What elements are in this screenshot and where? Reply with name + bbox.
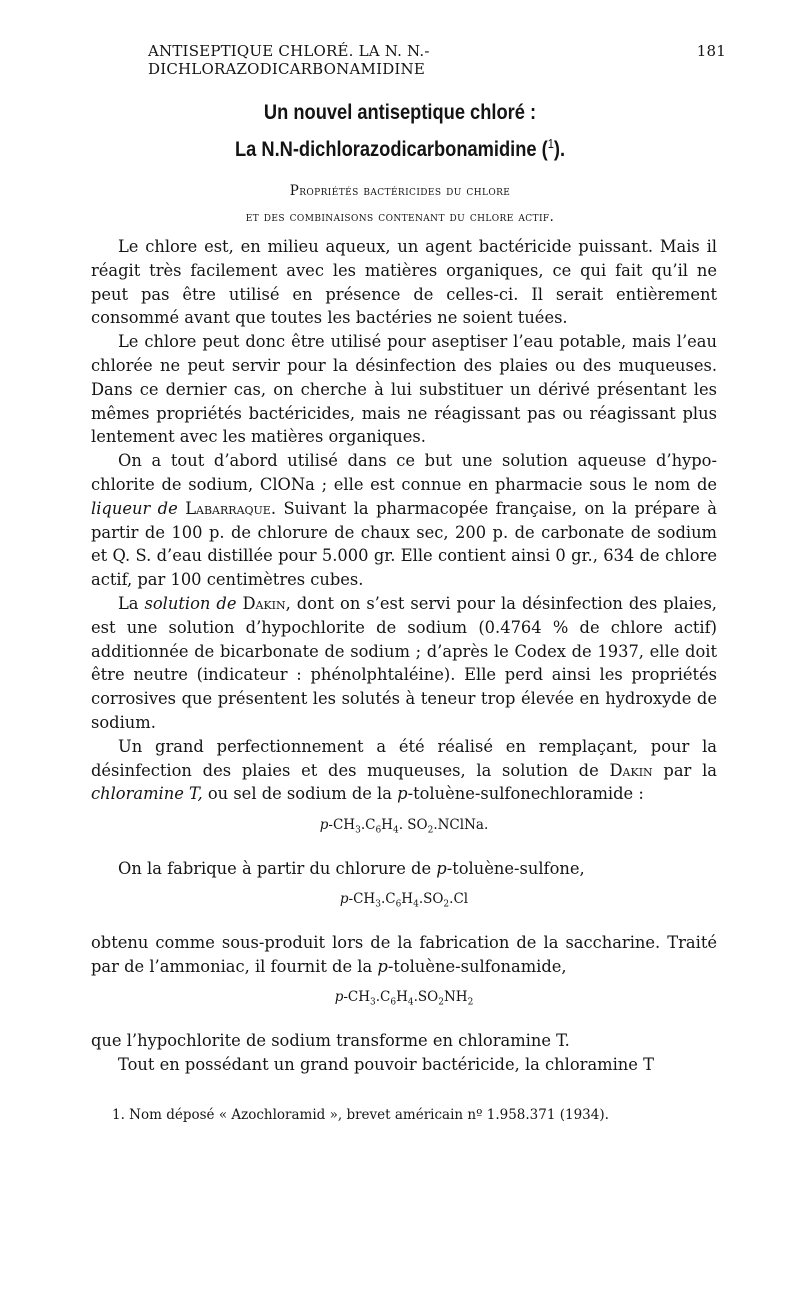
- title-footnote-mark[interactable]: 1: [547, 136, 554, 151]
- running-title: ANTISEPTIQUE CHLORÉ. LA N. N.-DICHLORAZODICARBONAMIDINE: [148, 42, 430, 78]
- chloramine-t-term: chloramine T,: [91, 784, 203, 804]
- formula-prefix: p: [334, 989, 344, 1006]
- formula-part: H: [401, 891, 414, 908]
- paragraph-5-text-a: Un grand perfectionnement a été réalisé en remplaçant, pour la désinfection des plaies et des muqueuses, la solution de: [91, 736, 717, 780]
- paragraph-6-text-a: On la fabrique à partir du chlorure de: [118, 858, 437, 878]
- formula-sulfonyl-chloride: [91, 888, 717, 917]
- author-labarraque: Labarraque: [185, 498, 271, 518]
- page-number: 181: [696, 42, 726, 60]
- title-line-2: [60, 128, 740, 165]
- formula-sulfonamide: [91, 986, 717, 1015]
- formula-subscript: 6: [395, 900, 402, 911]
- paragraph-3-italic: liqueur de: [91, 498, 178, 518]
- paragraph-4-italic: solution de: [144, 593, 237, 613]
- formula-subscript: 2: [427, 825, 434, 836]
- section-heading-line-2: et des combinaisons contenant du chlore actif.: [245, 209, 555, 225]
- formula-subscript: 6: [390, 998, 397, 1009]
- paragraph-5-text-d: -toluène-sulfonechloramide :: [407, 784, 644, 804]
- formula-subscript: 6: [375, 825, 382, 836]
- article-body: [91, 235, 717, 1077]
- paragraph-4: [91, 592, 717, 735]
- paragraph-3-text-b: . Suivant la pharmacopée française, on la prépare à partir de 100 p. de chlorure de chaux sec, 200 p. de carbonate de sodium et Q. S. d’eau distillée pour 5.000 gr. Elle contient ainsi 0 gr., 634 de chlore actif, par 100 centimètres cubes.: [91, 498, 717, 590]
- section-heading: [0, 178, 800, 230]
- formula-subscript: 3: [370, 998, 376, 1009]
- formula-part: .SO: [413, 989, 439, 1006]
- formula-subscript: 2: [467, 998, 474, 1009]
- para-prefix: p: [436, 858, 447, 878]
- formula-subscript: 4: [407, 998, 414, 1009]
- formula-part: .Cl: [449, 891, 469, 908]
- author-dakin: Dakin: [242, 593, 286, 613]
- title-line-1: Un nouvel antiseptique chloré :: [263, 100, 537, 124]
- formula-subscript: 2: [438, 998, 444, 1009]
- paragraph-7: [91, 931, 717, 979]
- formula-prefix: p: [319, 817, 329, 834]
- formula-part: H: [396, 989, 408, 1006]
- paragraph-8: que l’hypochlorite de sodium transforme en chloramine T.: [91, 1030, 570, 1050]
- paragraph-5-text-b: par la: [652, 760, 718, 780]
- title-line-2-end: ).: [553, 137, 566, 162]
- formula-part: .SO: [418, 891, 444, 908]
- paragraph-6-text-b: -toluène-sulfone,: [446, 858, 585, 878]
- paragraph-1: Le chlore est, en milieu aqueux, un agent bactéricide puissant. Mais il réagit très facilement avec les matières organiques, ce qui fait qu’il ne peut pas être utilisé en présence de celles-ci. Il serait entièrement consommé avant que toutes les bactéries ne soient tuées.: [91, 237, 717, 328]
- running-header: [148, 42, 726, 78]
- formula-part: .C: [375, 989, 391, 1006]
- formula-prefix: p: [339, 891, 349, 908]
- para-prefix: p: [397, 784, 408, 804]
- formula-subscript: 4: [413, 900, 419, 911]
- paragraph-6: [91, 857, 717, 881]
- paragraph-4-text-a: La: [118, 593, 145, 613]
- formula-subscript: 3: [355, 825, 361, 836]
- title-line-2-text: La N.N-dichlorazodicarbonamidine (: [234, 137, 548, 162]
- paragraph-5-text-c: ou sel de sodium de la: [202, 784, 398, 804]
- paragraph-2: Le chlore peut donc être utilisé pour aseptiser l’eau potable, mais l’eau chlorée ne peut servir pour la désinfection des plaies ou des muqueuses. Dans ce dernier cas, on cherche à lui substituer un dérivé présentant les mêmes propriétés bactéricides, mais ne réagissant pas ou réagissant plus lentement avec les matières organiques.: [91, 332, 717, 447]
- article-title: [60, 96, 740, 165]
- formula-subscript: 4: [392, 825, 399, 836]
- formula-part: .C: [380, 891, 396, 908]
- paragraph-7-text-a: obtenu comme sous-produit lors de la fabrication de la saccharine. Traité par de l’ammoniac, il fournit de la: [91, 932, 717, 976]
- formula-part: -CH: [348, 891, 376, 908]
- paragraph-4-text-b: , dont on s’est servi pour la désinfection des plaies, est une solution d’hypochlorite de sodium (0.4764 % de chlore actif) additionnée de bicarbonate de sodium ; d’après le Codex de 1937, elle doit être neutre (indicateur : phénolphtaléine). Elle perd ainsi les propriétés corrosives que présentent les solutés à teneur trop élevée en hydroxyde de sodium.: [91, 593, 717, 732]
- author-dakin-2: Dakin: [609, 760, 653, 780]
- formula-part: -CH: [328, 817, 356, 834]
- paragraph-5: [91, 735, 717, 806]
- paragraph-3: [91, 449, 717, 592]
- paragraph-9: Tout en possédant un grand pouvoir bactéricide, la chloramine T: [118, 1054, 654, 1074]
- paragraph-7-text-b: -toluène-sulfonamide,: [387, 956, 567, 976]
- formula-part: . SO: [398, 817, 428, 834]
- section-heading-line-1: Propriétés bactéricides du chlore: [289, 183, 511, 199]
- formula-subscript: 2: [443, 900, 450, 911]
- footnote: 1. Nom déposé « Azochloramid », brevet américain nº 1.958.371 (1934).: [112, 1107, 609, 1123]
- formula-part: H: [381, 817, 393, 834]
- para-prefix: p: [377, 956, 388, 976]
- formula-subscript: 3: [375, 900, 381, 911]
- formula-chloramine-t: [91, 814, 717, 843]
- paragraph-3-text-a: On a tout d’abord utilisé dans ce but une solution aqueuse d’hypochlorite de sodium, ClONa ; elle est connue en pharmacie sous le nom de: [91, 451, 717, 494]
- formula-part: .NClNa.: [433, 817, 489, 834]
- formula-part: .C: [360, 817, 376, 834]
- formula-part: NH: [443, 989, 468, 1006]
- formula-part: -CH: [343, 989, 371, 1006]
